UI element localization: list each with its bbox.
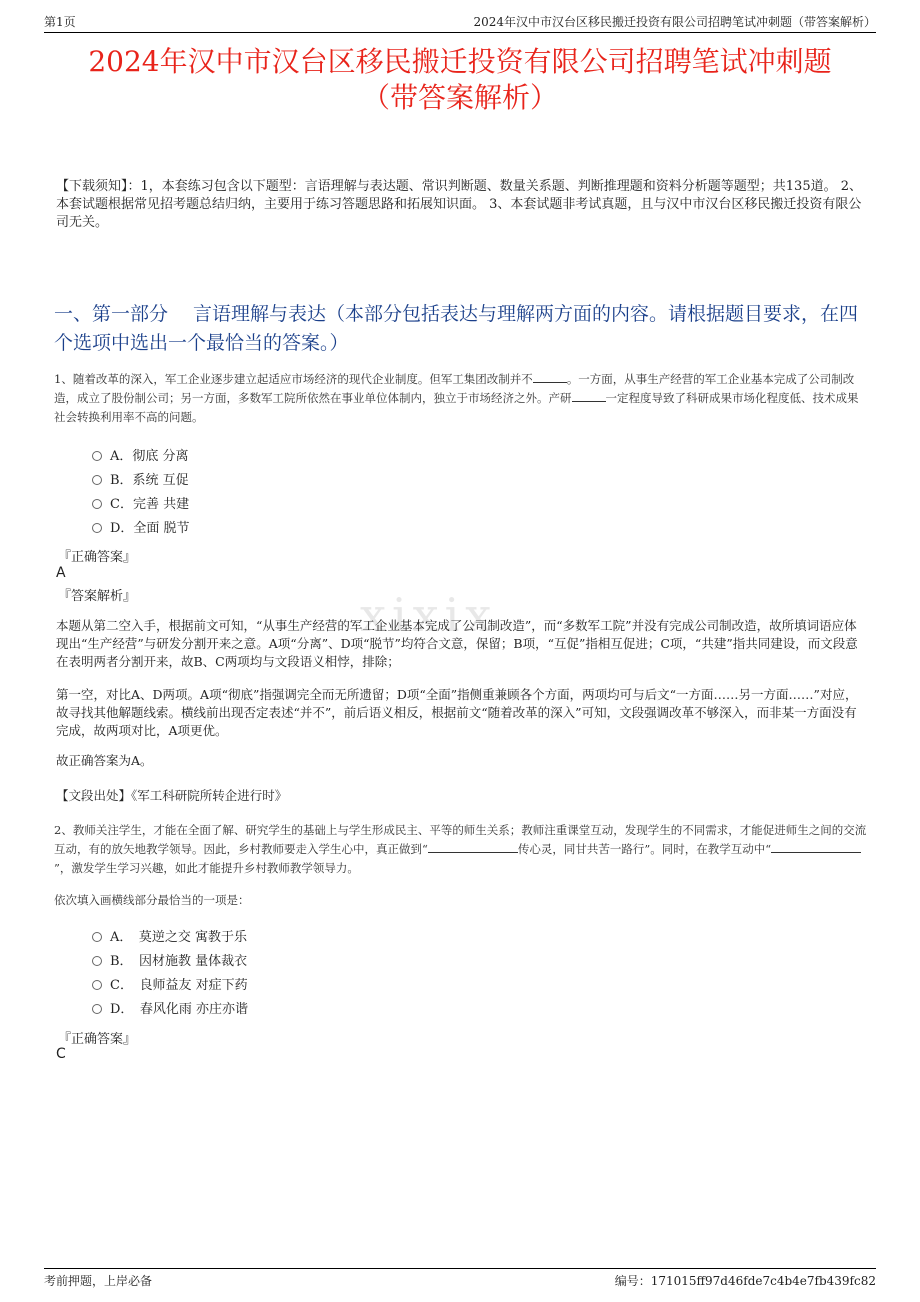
radio-icon[interactable] bbox=[92, 1004, 102, 1014]
q1-blank-2 bbox=[572, 390, 606, 402]
radio-icon[interactable] bbox=[92, 475, 102, 485]
q1-analysis-label: 『答案解析』 bbox=[58, 589, 137, 604]
q2-answer: C bbox=[56, 1046, 66, 1062]
document-title bbox=[40, 44, 880, 116]
header-title: 2024年汉中市汉台区移民搬迁投资有限公司招聘笔试冲刺题（带答案解析） bbox=[473, 15, 876, 29]
radio-icon[interactable] bbox=[92, 980, 102, 990]
q1-option-b[interactable]: B．系统 互促 bbox=[92, 466, 190, 490]
q1-text-2: 。一方面，从事生产经营的军工企业基本完成了公司制改造，成立了股份制公司；另一方面，多数军工院所依然在事业单位体制内，独立于市场经济之外。产研 bbox=[54, 372, 855, 405]
radio-icon[interactable] bbox=[92, 451, 102, 461]
footer-slogan: 考前押题，上岸必备 bbox=[44, 1274, 153, 1288]
q2-option-c[interactable]: C． 良师益友 对症下药 bbox=[92, 971, 248, 995]
section-heading: 一、第一部分 言语理解与表达（本部分包括表达与理解两方面的内容。请根据题目要求，在四个选项中选出一个最恰当的答案。） bbox=[54, 303, 859, 354]
radio-icon[interactable] bbox=[92, 956, 102, 966]
page-header bbox=[44, 10, 876, 33]
question-1-options bbox=[92, 442, 190, 538]
q1-option-c[interactable]: C．完善 共建 bbox=[92, 490, 190, 514]
radio-icon[interactable] bbox=[92, 523, 102, 533]
radio-icon[interactable] bbox=[92, 499, 102, 509]
q2-option-b[interactable]: B． 因材施教 量体裁衣 bbox=[92, 947, 248, 971]
q1-answer: A bbox=[56, 565, 66, 581]
q2-blank-2 bbox=[771, 841, 861, 853]
title-line-1: 2024年汉中市汉台区移民搬迁投资有限公司招聘笔试冲刺题 bbox=[88, 45, 832, 78]
radio-icon[interactable] bbox=[92, 932, 102, 942]
q1-analysis-1: 本题从第二空入手，根据前文可知，“从事生产经营的军工企业基本完成了公司制改造”，而“多数军工院”并没有完成公司制改造，故所填词语应体现出“生产经营”与研发分割开来之意。A项“分离”、D项“脱节”均符合文意，保留；B项，“互促”指相互促进；C项，“共建”指共同建设，而文段意在表明两者分割开来，故B、C两项均与文段语义相悖，排除； bbox=[56, 618, 858, 669]
q2-option-a[interactable]: A． 莫逆之交 寓教于乐 bbox=[92, 923, 248, 947]
footer-serial: 编号：171015ff97d46fde7c4b4e7fb439fc82 bbox=[614, 1274, 876, 1288]
question-2-stem bbox=[54, 821, 868, 878]
q1-answer-label: 『正确答案』 bbox=[58, 550, 137, 565]
title-line-2: （带答案解析） bbox=[361, 81, 558, 114]
question-1-stem bbox=[54, 370, 868, 427]
q1-option-d[interactable]: D．全面 脱节 bbox=[92, 514, 190, 538]
question-2-options bbox=[92, 923, 248, 1019]
q2-option-d[interactable]: D． 春风化雨 亦庄亦谐 bbox=[92, 995, 248, 1019]
download-notice: 【下载须知】：1，本套练习包含以下题型：言语理解与表达题、常识判断题、数量关系题、判断推理题和资料分析题等题型；共135道。 2、本套试题根据常见招考题总结归纳，主要用于练习答题思路和拓展知识面。 3、本套试题非考试真题，且与汉中市汉台区移民搬迁投资有限公司无关。 bbox=[56, 179, 862, 230]
q1-text-1: 1、随着改革的深入，军工企业逐步建立起适应市场经济的现代企业制度。但军工集团改制并不 bbox=[54, 372, 533, 386]
page-number: 第1页 bbox=[44, 15, 76, 29]
q2-text-3: ”，激发学生学习兴趣，如此才能提升乡村教师教学领导力。 bbox=[54, 861, 359, 875]
q1-text-3: 一定程度导致了科研成果市场化程度低、技术成果社会转换利用率不高的问题。 bbox=[54, 391, 859, 424]
q2-answer-label: 『正确答案』 bbox=[58, 1032, 137, 1047]
q2-text-1: 2、教师关注学生，才能在全面了解、研究学生的基础上与学生形成民主、平等的师生关系；教师注重课堂互动，发现学生的不同需求，才能促进师生之间的交流互动，有的放矢地教学领导。因此，乡村教师要走入学生心中，真正做到“ bbox=[54, 823, 867, 856]
watermark: xixix bbox=[360, 588, 498, 642]
q1-analysis-2: 第一空，对比A、D两项。A项“彻底”指强调完全而无所遗留；D项“全面”指侧重兼顾各个方面，两项均可与后文“一方面……另一方面……”对应，故寻找其他解题线索。横线前出现否定表述“并不”，前后语义相反，根据前文“随着改革的深入”可知，文段强调改革不够深入，而非某一方面没有完成，故两项对比，A项更优。 bbox=[56, 687, 858, 738]
q2-blank-1 bbox=[428, 841, 518, 853]
page-footer bbox=[44, 1268, 876, 1289]
q2-text-2: 传心灵，同甘共苦一路行”。同时，在教学互动中“ bbox=[517, 842, 772, 856]
q2-prompt: 依次填入画横线部分最恰当的一项是： bbox=[54, 893, 250, 907]
q1-blank-1 bbox=[533, 371, 567, 383]
q1-option-a[interactable]: A．彻底 分离 bbox=[92, 442, 190, 466]
q1-source: 【文段出处】《军工科研院所转企进行时》 bbox=[56, 788, 288, 803]
q1-analysis-3: 故正确答案为A。 bbox=[56, 753, 153, 768]
